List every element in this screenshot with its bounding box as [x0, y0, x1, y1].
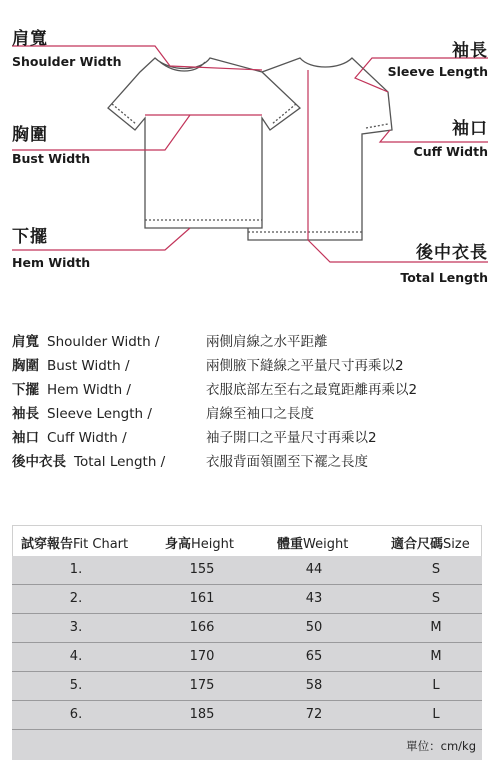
cuff-label-en: Cuff Width — [413, 144, 488, 159]
row-weight: 58 — [305, 678, 323, 693]
sleeve-label-en: Sleeve Length — [387, 64, 488, 79]
definition-term-zh: 袖長 — [12, 406, 39, 422]
row-index: 6. — [69, 707, 83, 722]
row-height: 161 — [189, 591, 215, 606]
tshirt-outline — [108, 58, 392, 240]
table-row — [12, 701, 482, 730]
unit-note: 單位：cm/kg — [406, 739, 476, 753]
header-size-en: Size — [443, 537, 470, 552]
row-index: 3. — [69, 620, 83, 635]
row-weight: 65 — [305, 649, 323, 664]
row-height: 175 — [189, 678, 215, 693]
definition-row — [12, 330, 492, 354]
definition-term-en: Shoulder Width / — [47, 334, 160, 350]
row-height: 185 — [189, 707, 215, 722]
definition-row — [12, 378, 492, 402]
row-index: 1. — [69, 562, 83, 577]
row-size: L — [432, 678, 440, 693]
row-weight: 72 — [305, 707, 323, 722]
header-weight-en: Weight — [303, 537, 349, 552]
hem-label-en: Hem Width — [12, 255, 91, 270]
definition-desc: 衣服底部左至右之最寬距離再乘以2 — [206, 382, 418, 398]
hem-label-zh: 下擺 — [12, 227, 48, 247]
fit-chart-header — [12, 525, 482, 556]
row-height: 155 — [189, 562, 215, 577]
definition-term-en: Total Length / — [74, 454, 166, 470]
definition-term-zh: 後中衣長 — [12, 454, 66, 470]
row-size: S — [431, 591, 441, 606]
total-label-en: Total Length — [400, 270, 488, 285]
row-size: L — [432, 707, 440, 722]
table-row — [12, 672, 482, 701]
definition-row — [12, 426, 492, 450]
header-weight-zh: 體重 — [277, 537, 304, 552]
row-height: 166 — [189, 620, 215, 635]
definition-term-zh: 下擺 — [12, 382, 39, 398]
definition-desc: 衣服背面領圍至下襬之長度 — [206, 454, 368, 470]
header-fit-chart-en: Fit Chart — [73, 537, 129, 552]
bust-label-zh: 胸圍 — [12, 125, 48, 145]
definition-desc: 兩側肩線之水平距離 — [206, 334, 328, 350]
definition-term-zh: 胸圍 — [12, 358, 39, 374]
definition-term-en: Cuff Width / — [47, 430, 127, 446]
definition-term-en: Hem Width / — [47, 382, 131, 398]
row-height: 170 — [189, 649, 215, 664]
header-size-zh: 適合尺碼 — [391, 537, 444, 552]
cuff-label-zh: 袖口 — [452, 119, 488, 139]
header-fit-chart-zh: 試穿報告 — [21, 537, 74, 552]
row-weight: 50 — [305, 620, 323, 635]
definition-term-en: Bust Width / — [47, 358, 130, 374]
total-label-zh: 後中衣長 — [416, 243, 488, 263]
header-height-en: Height — [191, 537, 234, 552]
table-row — [12, 556, 482, 585]
table-row — [12, 614, 482, 643]
definition-desc: 袖子開口之平量尺寸再乘以2 — [206, 430, 377, 446]
shoulder-label-en: Shoulder Width — [12, 54, 122, 69]
header-height-zh: 身高 — [165, 537, 192, 552]
definition-row — [12, 450, 492, 474]
row-size: M — [430, 620, 442, 635]
sleeve-label-zh: 袖長 — [452, 41, 488, 61]
row-index: 5. — [69, 678, 83, 693]
definition-row — [12, 354, 492, 378]
fit-chart-table — [12, 525, 482, 759]
shoulder-label-zh: 肩寬 — [12, 29, 48, 49]
fit-chart-body — [12, 556, 482, 760]
table-row — [12, 585, 482, 614]
definition-term-en: Sleeve Length / — [47, 406, 152, 422]
definition-term-zh: 肩寬 — [12, 334, 39, 350]
row-weight: 43 — [305, 591, 323, 606]
measurement-definitions — [12, 330, 492, 474]
definition-desc: 兩側腋下縫線之平量尺寸再乘以2 — [206, 358, 404, 374]
row-weight: 44 — [305, 562, 323, 577]
row-index: 4. — [69, 649, 83, 664]
definition-desc: 肩線至袖口之長度 — [206, 406, 314, 422]
definition-term-zh: 袖口 — [12, 430, 39, 446]
row-size: M — [430, 649, 442, 664]
bust-label-en: Bust Width — [12, 151, 91, 166]
row-size: S — [431, 562, 441, 577]
row-index: 2. — [69, 591, 83, 606]
definition-row — [12, 402, 492, 426]
table-row — [12, 643, 482, 672]
